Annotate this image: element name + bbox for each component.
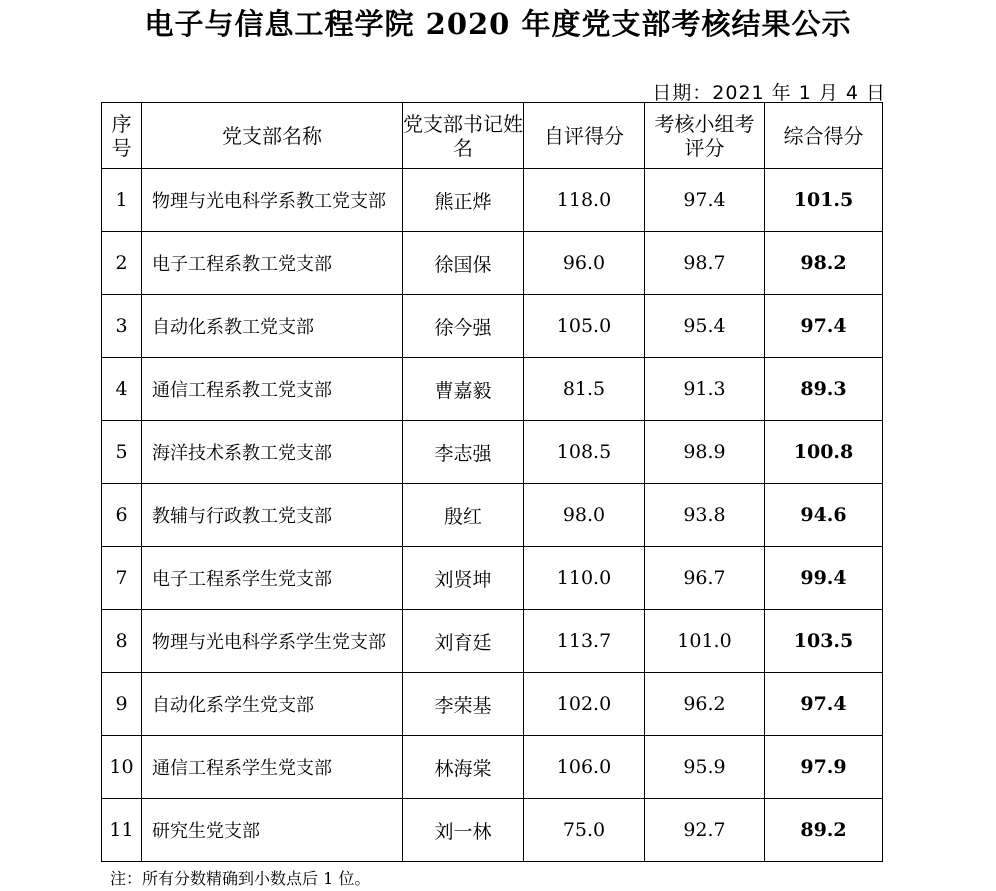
cell-total-score: 100.8 <box>765 421 883 484</box>
cell-group-score: 93.8 <box>645 484 765 547</box>
table-row <box>102 421 883 484</box>
cell-no: 1 <box>102 169 142 232</box>
cell-group-score: 92.7 <box>645 799 765 862</box>
cell-group-score: 96.7 <box>645 547 765 610</box>
cell-secretary-name: 刘一林 <box>403 799 524 862</box>
cell-group-score: 101.0 <box>645 610 765 673</box>
assessment-results-table <box>101 102 883 862</box>
cell-no: 3 <box>102 295 142 358</box>
header-group-score: 考核小组考评分 <box>645 103 765 169</box>
cell-secretary-name: 熊正烨 <box>403 169 524 232</box>
cell-branch-name: 通信工程系教工党支部 <box>142 358 403 421</box>
footnote: 注：所有分数精确到小数点后 1 位。 <box>110 869 371 888</box>
cell-branch-name: 海洋技术系教工党支部 <box>142 421 403 484</box>
cell-group-score: 91.3 <box>645 358 765 421</box>
cell-branch-name: 电子工程系学生党支部 <box>142 547 403 610</box>
cell-total-score: 89.3 <box>765 358 883 421</box>
cell-self-score: 98.0 <box>524 484 645 547</box>
cell-secretary-name: 徐今强 <box>403 295 524 358</box>
table-row <box>102 799 883 862</box>
cell-total-score: 101.5 <box>765 169 883 232</box>
cell-group-score: 98.9 <box>645 421 765 484</box>
table-row <box>102 169 883 232</box>
table-row <box>102 610 883 673</box>
cell-no: 5 <box>102 421 142 484</box>
cell-no: 11 <box>102 799 142 862</box>
cell-self-score: 96.0 <box>524 232 645 295</box>
cell-total-score: 97.4 <box>765 295 883 358</box>
cell-no: 4 <box>102 358 142 421</box>
cell-no: 9 <box>102 673 142 736</box>
cell-self-score: 105.0 <box>524 295 645 358</box>
cell-group-score: 96.2 <box>645 673 765 736</box>
cell-secretary-name: 曹嘉毅 <box>403 358 524 421</box>
cell-secretary-name: 刘贤坤 <box>403 547 524 610</box>
cell-group-score: 95.4 <box>645 295 765 358</box>
table-row <box>102 547 883 610</box>
cell-no: 2 <box>102 232 142 295</box>
cell-total-score: 97.4 <box>765 673 883 736</box>
cell-self-score: 118.0 <box>524 169 645 232</box>
cell-self-score: 113.7 <box>524 610 645 673</box>
table-row <box>102 358 883 421</box>
cell-no: 10 <box>102 736 142 799</box>
cell-self-score: 81.5 <box>524 358 645 421</box>
cell-secretary-name: 刘育廷 <box>403 610 524 673</box>
cell-secretary-name: 林海棠 <box>403 736 524 799</box>
cell-branch-name: 教辅与行政教工党支部 <box>142 484 403 547</box>
table-row <box>102 295 883 358</box>
cell-total-score: 99.4 <box>765 547 883 610</box>
cell-secretary-name: 李荣基 <box>403 673 524 736</box>
cell-self-score: 75.0 <box>524 799 645 862</box>
header-branch-name: 党支部名称 <box>142 103 403 169</box>
cell-branch-name: 通信工程系学生党支部 <box>142 736 403 799</box>
cell-group-score: 95.9 <box>645 736 765 799</box>
header-no: 序号 <box>102 103 142 169</box>
cell-total-score: 103.5 <box>765 610 883 673</box>
table-row <box>102 232 883 295</box>
cell-no: 8 <box>102 610 142 673</box>
cell-self-score: 110.0 <box>524 547 645 610</box>
cell-no: 6 <box>102 484 142 547</box>
cell-no: 7 <box>102 547 142 610</box>
cell-branch-name: 自动化系学生党支部 <box>142 673 403 736</box>
cell-branch-name: 物理与光电科学系教工党支部 <box>142 169 403 232</box>
cell-self-score: 108.5 <box>524 421 645 484</box>
table-row <box>102 736 883 799</box>
cell-secretary-name: 殷红 <box>403 484 524 547</box>
cell-total-score: 94.6 <box>765 484 883 547</box>
cell-secretary-name: 李志强 <box>403 421 524 484</box>
page-title: 电子与信息工程学院 2020 年度党支部考核结果公示 <box>144 7 852 41</box>
cell-branch-name: 自动化系教工党支部 <box>142 295 403 358</box>
cell-total-score: 97.9 <box>765 736 883 799</box>
cell-total-score: 89.2 <box>765 799 883 862</box>
cell-total-score: 98.2 <box>765 232 883 295</box>
header-total-score: 综合得分 <box>765 103 883 169</box>
header-self-score: 自评得分 <box>524 103 645 169</box>
cell-self-score: 106.0 <box>524 736 645 799</box>
cell-branch-name: 物理与光电科学系学生党支部 <box>142 610 403 673</box>
header-secretary-name: 党支部书记姓名 <box>403 103 524 169</box>
cell-group-score: 98.7 <box>645 232 765 295</box>
cell-branch-name: 电子工程系教工党支部 <box>142 232 403 295</box>
cell-group-score: 97.4 <box>645 169 765 232</box>
cell-branch-name: 研究生党支部 <box>142 799 403 862</box>
table-header-row <box>102 103 883 169</box>
cell-secretary-name: 徐国保 <box>403 232 524 295</box>
table-row <box>102 673 883 736</box>
table-row <box>102 484 883 547</box>
cell-self-score: 102.0 <box>524 673 645 736</box>
table-body <box>102 169 883 862</box>
publish-date: 日期：2021 年 1 月 4 日 <box>652 82 886 104</box>
